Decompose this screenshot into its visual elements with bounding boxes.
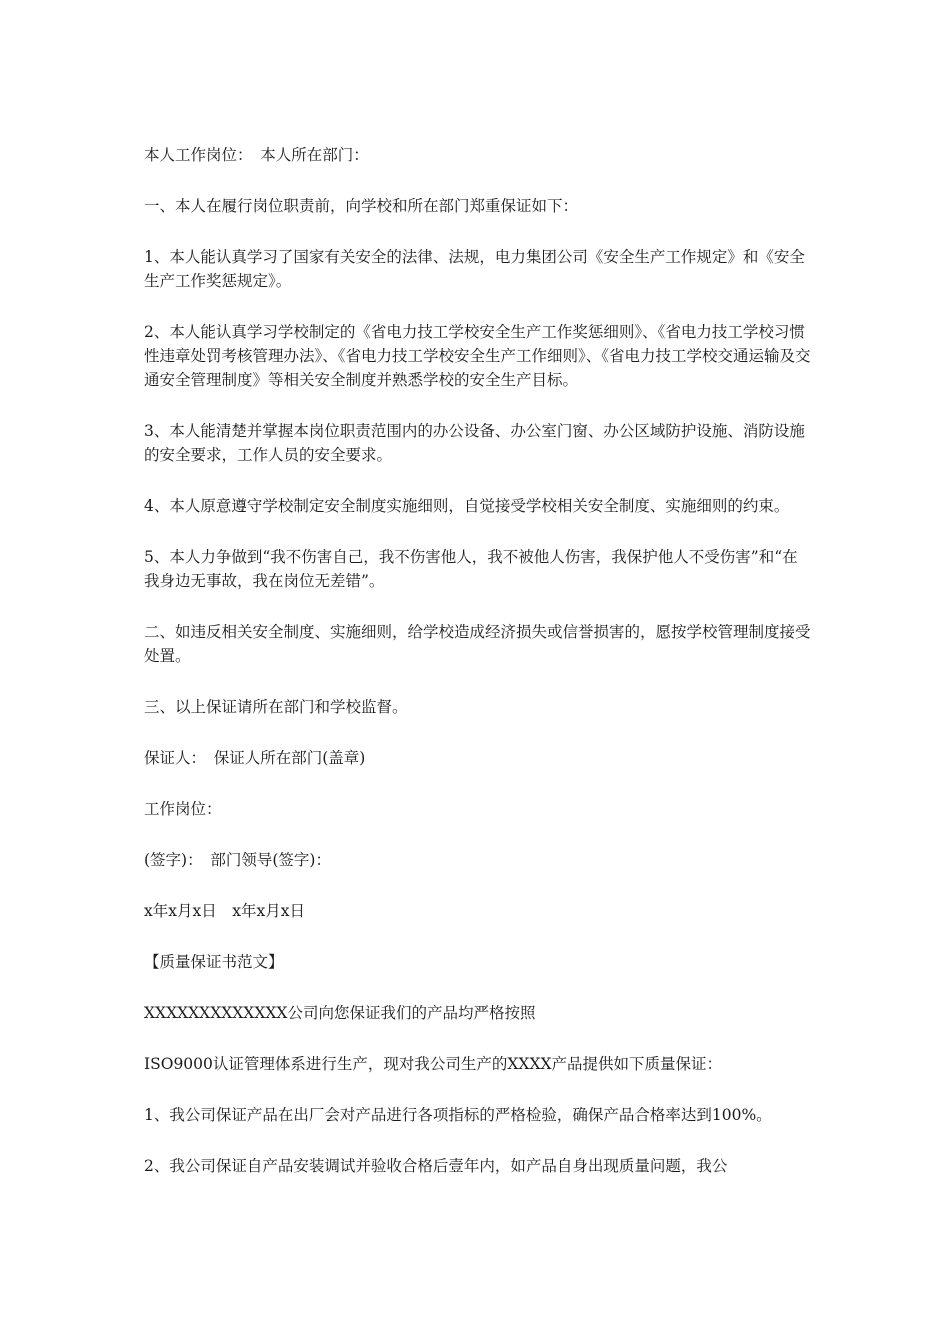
section-one-heading: 一、本人在履行岗位职责前，向学校和所在部门郑重保证如下： <box>144 197 579 215</box>
signature-line: (签字)： 部门领导(签字)： <box>144 851 331 869</box>
section-two: 二、如违反相关安全制度、实施细则，给学校造成经济损失或信誉损害的，愿按学校管理制度接受处置。 <box>144 623 811 665</box>
document-body <box>144 143 812 1205</box>
work-position-line: 工作岗位： <box>144 800 222 818</box>
quality-guarantee-title: 【质量保证书范文】 <box>144 953 284 971</box>
guarantor-line: 保证人： 保证人所在部门(盖章) <box>144 749 366 767</box>
date-line: x年x月x日 x年x月x日 <box>144 902 305 920</box>
pledge-item-4: 4、本人原意遵守学校制定安全制度实施细则，自觉接受学校相关安全制度、实施细则的约束。 <box>144 497 790 515</box>
quality-item-2: 2、我公司保证自产品安装调试并验收合格后壹年内，如产品自身出现质量问题，我公 <box>144 1157 728 1175</box>
pledge-item-1: 1、本人能认真学习了国家有关安全的法律、法规，电力集团公司《安全生产工作规定》和《安全生产工作奖惩规定》。 <box>144 248 805 290</box>
quality-item-1: 1、我公司保证产品在出厂会对产品进行各项指标的严格检验，确保产品合格率达到100%。 <box>144 1106 772 1124</box>
pledge-item-3: 3、本人能清楚并掌握本岗位职责范围内的办公设备、办公室门窗、办公区域防护设施、消防设施的安全要求，工作人员的安全要求。 <box>144 422 805 464</box>
section-three: 三、以上保证请所在部门和学校监督。 <box>144 698 408 716</box>
pledge-item-2: 2、本人能认真学习学校制定的《省电力技工学校安全生产工作奖惩细则》、《省电力技工学校习惯性违章处罚考核管理办法》、《省电力技工学校安全生产工作细则》、《省电力技工学校交通运输及交通安全管理制度》等相关安全制度并熟悉学校的安全生产目标。 <box>144 323 811 389</box>
position-department-line: 本人工作岗位： 本人所在部门： <box>144 146 369 164</box>
pledge-item-5: 5、本人力争做到“我不伤害自己，我不伤害他人，我不被他人伤害，我保护他人不受伤害”和“在我身边无事故，我在岗位无差错”。 <box>144 548 798 590</box>
iso-statement: ISO9000认证管理体系进行生产，现对我公司生产的XXXX产品提供如下质量保证： <box>144 1055 723 1073</box>
quality-intro: XXXXXXXXXXXXX公司向您保证我们的产品均严格按照 <box>144 1004 536 1022</box>
